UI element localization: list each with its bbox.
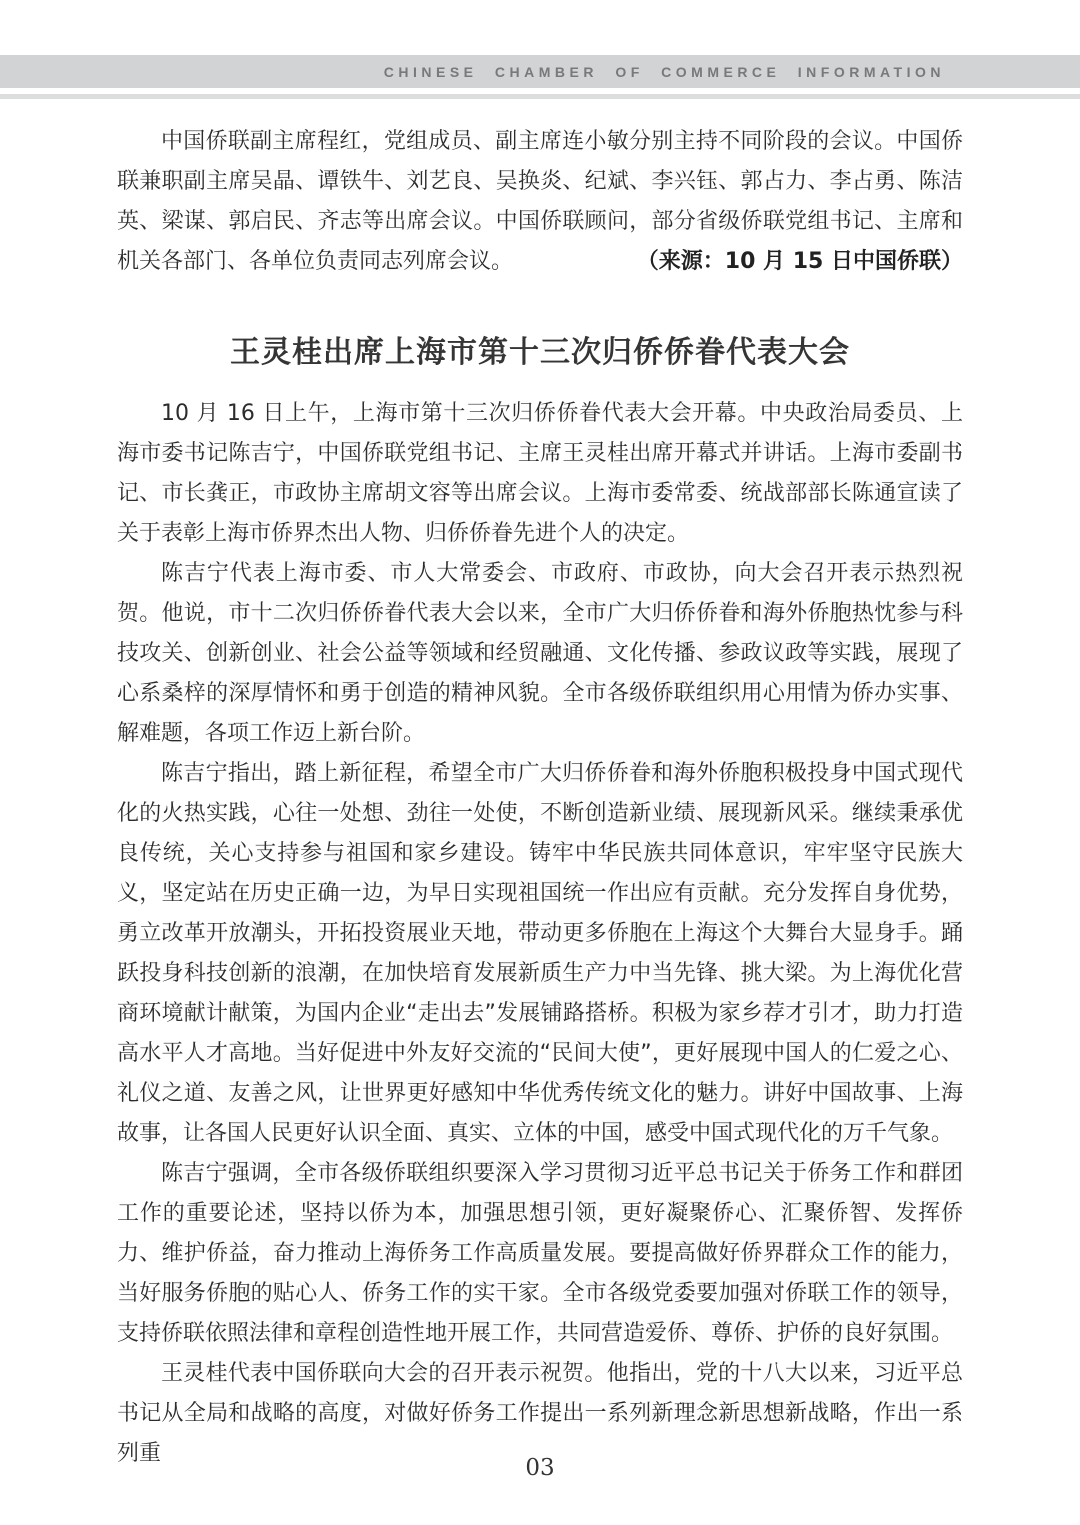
- article-content: [117, 122, 963, 1474]
- article-paragraph-4: 陈吉宁强调，全市各级侨联组织要深入学习贯彻习近平总书记关于侨务工作和群团工作的重要论述，坚持以侨为本，加强思想引领，更好凝聚侨心、汇聚侨智、发挥侨力、维护侨益，奋力推动上海侨务工作高质量发展。要提高做好侨界群众工作的能力，当好服务侨胞的贴心人、侨务工作的实干家。全市各级党委要加强对侨联工作的领导，支持侨联依照法律和章程创造性地开展工作，共同营造爱侨、尊侨、护侨的良好氛围。: [117, 1161, 963, 1346]
- source-note: （来源：10 月 15 日中国侨联）: [636, 249, 963, 274]
- article-paragraph-5: 王灵桂代表中国侨联向大会的召开表示祝贺。他指出，党的十八大以来，习近平总书记从全局和战略的高度，对做好侨务工作提出一系列新理念新思想新战略，作出一系列重: [117, 1361, 963, 1466]
- banner-title: CHINESE CHAMBER OF COMMERCE INFORMATION: [383, 63, 945, 80]
- header-underline: [0, 94, 1080, 99]
- page-number: 03: [525, 1455, 555, 1481]
- article-paragraph-3: 陈吉宁指出，踏上新征程，希望全市广大归侨侨眷和海外侨胞积极投身中国式现代化的火热实践，心往一处想、劲往一处使，不断创造新业绩、展现新风采。继续秉承优良传统，关心支持参与祖国和家乡建设。铸牢中华民族共同体意识，牢牢坚守民族大义，坚定站在历史正确一边，为早日实现祖国统一作出应有贡献。充分发挥自身优势，勇立改革开放潮头，开拓投资展业天地，带动更多侨胞在上海这个大舞台大显身手。踊跃投身科技创新的浪潮，在加快培育发展新质生产力中当先锋、挑大梁。为上海优化营商环境献计献策，为国内企业“走出去”发展铺路搭桥。积极为家乡荐才引才，助力打造高水平人才高地。当好促进中外友好交流的“民间大使”，更好展现中国人的仁爱之心、礼仪之道、友善之风，让世界更好感知中华优秀传统文化的魅力。讲好中国故事、上海故事，让各国人民更好认识全面、真实、立体的中国，感受中国式现代化的万千气象。: [117, 761, 963, 1146]
- intro-text: 中国侨联副主席程红，党组成员、副主席连小敏分别主持不同阶段的会议。中国侨联兼职副主席吴晶、谭铁牛、刘艺良、吴换炎、纪斌、李兴钰、郭占力、李占勇、陈洁英、梁谋、郭启民、齐志等出席会议。中国侨联顾问，部分省级侨联党组书记、主席和机关各部门、各单位负责同志列席会议。: [117, 129, 963, 274]
- article-paragraph-1: 10 月 16 日上午，上海市第十三次归侨侨眷代表大会开幕。中央政治局委员、上海市委书记陈吉宁，中国侨联党组书记、主席王灵桂出席开幕式并讲话。上海市委副书记、市长龚正，市政协主席胡文容等出席会议。上海市委常委、统战部部长陈通宣读了关于表彰上海市侨界杰出人物、归侨侨眷先进个人的决定。: [117, 401, 963, 546]
- header-banner: [0, 55, 1080, 88]
- intro-paragraph: [117, 122, 963, 282]
- article-paragraph-2: 陈吉宁代表上海市委、市人大常委会、市政府、市政协，向大会召开表示热烈祝贺。他说，市十二次归侨侨眷代表大会以来，全市广大归侨侨眷和海外侨胞热忱参与科技攻关、创新创业、社会公益等领域和经贸融通、文化传播、参政议政等实践，展现了心系桑梓的深厚情怀和勇于创造的精神风貌。全市各级侨联组织用心用情为侨办实事、解难题，各项工作迈上新台阶。: [117, 561, 963, 746]
- article-title: 王灵桂出席上海市第十三次归侨侨眷代表大会: [230, 335, 850, 370]
